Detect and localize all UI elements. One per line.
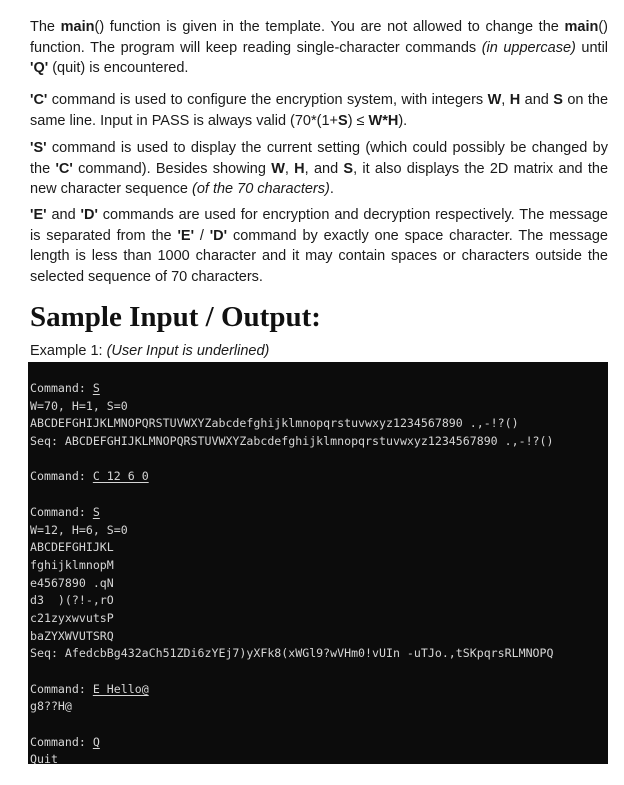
user-input: Q xyxy=(92,734,100,749)
console-output-line: d3 )(?!-,rO xyxy=(30,593,114,608)
console-command-line: Command: C 12 6 0 xyxy=(30,469,149,484)
console-output-line: Quit xyxy=(30,752,58,767)
section-heading: Sample Input / Output: xyxy=(30,301,321,333)
console-output-line: c21zyxwvutsP xyxy=(30,610,114,625)
console-command-line: Command: E Hello@ xyxy=(30,681,149,696)
console-output-line: e4567890 .qN xyxy=(30,575,114,590)
console-output-line: g8??H@ xyxy=(30,699,72,714)
console-command-line: Command: Q xyxy=(30,734,100,749)
console-output-line: Seq: AfedcbBg432aCh51ZDi6zYEj7)yXFk8(xWGl9?wVHm0!vUIn -uTJo.,tSKpqrsRLMNOPQ xyxy=(30,646,554,661)
console-output-line: ABCDEFGHIJKL xyxy=(30,540,114,555)
console-output-line: baZYXWVUTSRQ xyxy=(30,628,114,643)
console-output-line: fghijklmnopM xyxy=(30,557,114,572)
intro-paragraph: The main() function is given in the template. You are not allowed to change the main() function. The program will keep reading single-character commands (in uppercase) until 'Q' (quit) is encountered. xyxy=(30,19,609,76)
console-command-line: Command: S xyxy=(30,504,100,519)
e-d-command-paragraph: 'E' and 'D' commands are used for encryption and decryption respectively. The message is separated from the 'E' / 'D' command by exactly one space character. The message length is less than 1000 character and it may contain spaces or characters outside the selected sequence of 70 characters. xyxy=(30,207,608,285)
console-output-line: ABCDEFGHIJKLMNOPQRSTUVWXYZabcdefghijklmnopqrstuvwxyz1234567890 .,-!?() xyxy=(30,416,519,431)
user-input: C 12 6 0 xyxy=(92,469,149,484)
user-input: S xyxy=(92,504,100,519)
user-input: E Hello@ xyxy=(92,681,149,696)
console-output xyxy=(28,362,608,767)
user-input: S xyxy=(92,381,100,395)
example-label: Example 1: (User Input is underlined) xyxy=(30,343,270,359)
console-output-line: W=12, H=6, S=0 xyxy=(30,522,128,537)
s-command-paragraph: 'S' command is used to display the current setting (which could possibly be changed by the 'C' command). Besides showing W, H, and S, it also displays the 2D matrix and the new character sequence (of the 70 characters). xyxy=(30,140,609,197)
c-command-paragraph: 'C' command is used to configure the encryption system, with integers W, H and S on the same line. Input in PASS is always valid (70*(1+S) ≤ W*H). xyxy=(30,92,609,129)
console-command-line: Command: S xyxy=(30,381,100,395)
console-output-line: Seq: ABCDEFGHIJKLMNOPQRSTUVWXYZabcdefghijklmnopqrstuvwxyz1234567890 .,-!?() xyxy=(30,434,554,449)
console-output-line: W=70, H=1, S=0 xyxy=(30,398,128,413)
